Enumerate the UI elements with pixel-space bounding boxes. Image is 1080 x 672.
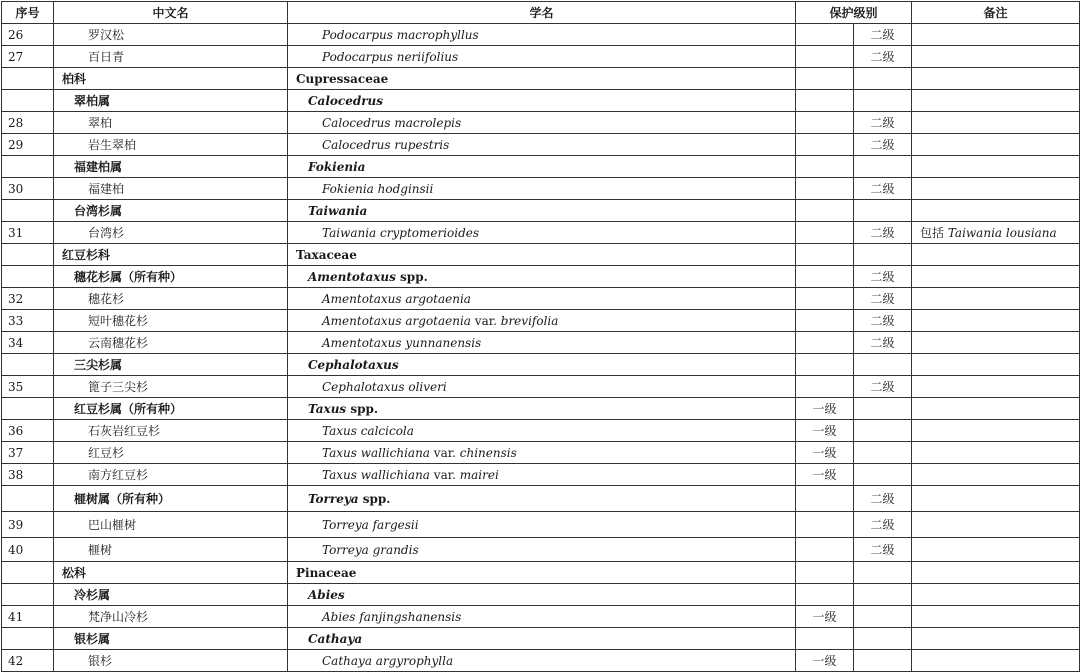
serial-number-cell: [2, 486, 54, 512]
protection-level-1-cell: [796, 512, 854, 538]
protection-level-2-cell: [854, 200, 912, 222]
remarks-cell: [912, 310, 1080, 332]
protection-level-1-cell: [796, 628, 854, 650]
header-scientific-name: 学名: [288, 2, 796, 24]
protection-level-1-cell: 一级: [796, 442, 854, 464]
serial-number-cell: [2, 200, 54, 222]
protection-level-1-cell: 一级: [796, 464, 854, 486]
text-part: Cupressaceae: [296, 71, 389, 86]
serial-number-cell: 37: [2, 442, 54, 464]
serial-number-cell: [2, 562, 54, 584]
serial-number-cell: [2, 584, 54, 606]
table-row: [2, 112, 1080, 134]
protection-level-2-cell: [854, 156, 912, 178]
remarks-cell: [912, 464, 1080, 486]
chinese-name-cell: 石灰岩红豆杉: [54, 420, 288, 442]
chinese-name-cell: 梵净山冷杉: [54, 606, 288, 628]
table-row: [2, 134, 1080, 156]
serial-number-cell: 34: [2, 332, 54, 354]
remarks-cell: [912, 200, 1080, 222]
remarks-cell: [912, 112, 1080, 134]
remarks-cell: [912, 376, 1080, 398]
remarks-cell: [912, 68, 1080, 90]
text-part: Calocedrus: [308, 93, 384, 108]
protection-level-2-cell: [854, 650, 912, 672]
chinese-name-cell: 翠柏: [54, 112, 288, 134]
scientific-name-cell: [288, 650, 796, 672]
text-part: var.: [429, 445, 460, 460]
header-serial-number: 序号: [2, 2, 54, 24]
serial-number-cell: 40: [2, 538, 54, 562]
serial-number-cell: [2, 398, 54, 420]
remarks-cell: [912, 486, 1080, 512]
table-row: [2, 442, 1080, 464]
protection-level-1-cell: [796, 222, 854, 244]
protection-level-1-cell: [796, 562, 854, 584]
text-part: Abies fanjingshanensis: [322, 609, 462, 624]
table-row: [2, 420, 1080, 442]
scientific-name-cell: [288, 46, 796, 68]
scientific-name-cell: [288, 266, 796, 288]
text-part: Abies: [308, 587, 345, 602]
text-part: Taxus: [308, 401, 347, 416]
serial-number-cell: 42: [2, 650, 54, 672]
table-row: [2, 650, 1080, 672]
protection-level-2-cell: 二级: [854, 376, 912, 398]
protection-level-2-cell: [854, 354, 912, 376]
text-part: Cathaya argyrophylla: [322, 653, 454, 668]
chinese-name-cell: 百日青: [54, 46, 288, 68]
scientific-name-cell: [288, 24, 796, 46]
family-heading-row: [2, 562, 1080, 584]
protection-level-2-cell: [854, 398, 912, 420]
text-part: Taxus wallichiana: [322, 445, 430, 460]
chinese-name-cell: 穗花杉: [54, 288, 288, 310]
text-part: Calocedrus macrolepis: [322, 115, 462, 130]
text-part: Taxus calcicola: [322, 423, 414, 438]
chinese-name-cell: 翠柏属: [54, 90, 288, 112]
genus-heading-row: [2, 90, 1080, 112]
protection-level-2-cell: [854, 606, 912, 628]
table-row: [2, 538, 1080, 562]
protection-level-1-cell: [796, 538, 854, 562]
protection-level-2-cell: 二级: [854, 310, 912, 332]
remarks-cell: [912, 178, 1080, 200]
remarks-cell: [912, 222, 1080, 244]
table-row: [2, 46, 1080, 68]
protected-species-table: [1, 1, 1080, 672]
serial-number-cell: [2, 244, 54, 266]
protection-level-1-cell: [796, 244, 854, 266]
scientific-name-cell: [288, 178, 796, 200]
genus-heading-row: [2, 628, 1080, 650]
text-part: Fokienia hodginsii: [322, 181, 434, 196]
serial-number-cell: [2, 266, 54, 288]
text-part: Amentotaxus yunnanensis: [322, 335, 482, 350]
scientific-name-cell: [288, 244, 796, 266]
remarks-cell: [912, 156, 1080, 178]
table-row: [2, 606, 1080, 628]
table-row: [2, 288, 1080, 310]
text-part: Taxaceae: [296, 247, 357, 262]
protection-level-2-cell: [854, 90, 912, 112]
remarks-cell: [912, 90, 1080, 112]
protection-level-2-cell: 二级: [854, 512, 912, 538]
remarks-cell: [912, 24, 1080, 46]
chinese-name-cell: 榧树属（所有种）: [54, 486, 288, 512]
remarks-cell: [912, 420, 1080, 442]
protection-level-2-cell: 二级: [854, 332, 912, 354]
chinese-name-cell: 松科: [54, 562, 288, 584]
table-row: [2, 310, 1080, 332]
family-heading-row: [2, 68, 1080, 90]
chinese-name-cell: 柏科: [54, 68, 288, 90]
protection-level-2-cell: [854, 562, 912, 584]
protection-level-2-cell: [854, 68, 912, 90]
remarks-cell: [912, 288, 1080, 310]
genus-heading-row: [2, 200, 1080, 222]
table-row: [2, 512, 1080, 538]
header-protection-level: 保护级别: [796, 2, 912, 24]
scientific-name-cell: [288, 628, 796, 650]
scientific-name-cell: [288, 288, 796, 310]
protection-level-1-cell: [796, 68, 854, 90]
text-part: Torreya: [308, 491, 359, 506]
protection-level-2-cell: 二级: [854, 538, 912, 562]
text-part: Fokienia: [308, 159, 366, 174]
chinese-name-cell: 榧树: [54, 538, 288, 562]
serial-number-cell: 35: [2, 376, 54, 398]
text-part: Torreya grandis: [322, 542, 419, 557]
chinese-name-cell: 台湾杉属: [54, 200, 288, 222]
text-part: Taiwania cryptomerioides: [322, 225, 480, 240]
family-heading-row: [2, 244, 1080, 266]
protection-level-2-cell: 二级: [854, 486, 912, 512]
protection-level-1-cell: [796, 200, 854, 222]
chinese-name-cell: 红豆杉: [54, 442, 288, 464]
scientific-name-cell: [288, 68, 796, 90]
protection-level-2-cell: [854, 628, 912, 650]
chinese-name-cell: 冷杉属: [54, 584, 288, 606]
text-part: spp.: [358, 491, 391, 506]
chinese-name-cell: 银杉属: [54, 628, 288, 650]
chinese-name-cell: 南方红豆杉: [54, 464, 288, 486]
scientific-name-cell: [288, 222, 796, 244]
text-part: Pinaceae: [296, 565, 357, 580]
protection-level-2-cell: 二级: [854, 112, 912, 134]
remarks-cell: [912, 46, 1080, 68]
serial-number-cell: 36: [2, 420, 54, 442]
protection-level-1-cell: [796, 112, 854, 134]
chinese-name-cell: 罗汉松: [54, 24, 288, 46]
chinese-name-cell: 红豆杉科: [54, 244, 288, 266]
text-part: Torreya fargesii: [322, 517, 419, 532]
text-part: Podocarpus macrophyllus: [322, 27, 479, 42]
text-part: Amentotaxus: [308, 269, 396, 284]
serial-number-cell: 33: [2, 310, 54, 332]
serial-number-cell: 32: [2, 288, 54, 310]
protection-level-2-cell: 二级: [854, 134, 912, 156]
protection-level-1-cell: [796, 354, 854, 376]
protection-level-1-cell: [796, 310, 854, 332]
remarks-cell: [912, 606, 1080, 628]
remarks-cell: [912, 512, 1080, 538]
scientific-name-cell: [288, 584, 796, 606]
protection-level-1-cell: 一级: [796, 650, 854, 672]
serial-number-cell: 28: [2, 112, 54, 134]
serial-number-cell: [2, 156, 54, 178]
chinese-name-cell: 三尖杉属: [54, 354, 288, 376]
scientific-name-cell: [288, 442, 796, 464]
protection-level-2-cell: [854, 464, 912, 486]
text-part: var.: [429, 467, 460, 482]
scientific-name-cell: [288, 354, 796, 376]
scientific-name-cell: [288, 310, 796, 332]
scientific-name-cell: [288, 464, 796, 486]
serial-number-cell: 31: [2, 222, 54, 244]
text-part: Cathaya: [308, 631, 363, 646]
text-part: chinensis: [459, 445, 517, 460]
text-part: Taiwania lousiana: [947, 225, 1057, 240]
text-part: Amentotaxus argotaenia: [322, 291, 471, 306]
remarks-cell: [912, 266, 1080, 288]
remarks-cell: [912, 354, 1080, 376]
scientific-name-cell: [288, 156, 796, 178]
genus-heading-row: [2, 354, 1080, 376]
protection-level-1-cell: [796, 90, 854, 112]
protection-level-1-cell: 一级: [796, 606, 854, 628]
scientific-name-cell: [288, 112, 796, 134]
protection-level-2-cell: 二级: [854, 24, 912, 46]
table-row: [2, 464, 1080, 486]
text-part: mairei: [459, 467, 499, 482]
chinese-name-cell: 台湾杉: [54, 222, 288, 244]
remarks-cell: [912, 442, 1080, 464]
serial-number-cell: 38: [2, 464, 54, 486]
scientific-name-cell: [288, 332, 796, 354]
protection-level-2-cell: [854, 420, 912, 442]
text-part: Taiwania: [308, 203, 368, 218]
scientific-name-cell: [288, 90, 796, 112]
scientific-name-cell: [288, 538, 796, 562]
remarks-cell: [912, 628, 1080, 650]
scientific-name-cell: [288, 420, 796, 442]
table-row: [2, 222, 1080, 244]
serial-number-cell: 27: [2, 46, 54, 68]
chinese-name-cell: 穗花杉属（所有种）: [54, 266, 288, 288]
text-part: Podocarpus neriifolius: [322, 49, 459, 64]
chinese-name-cell: 福建柏属: [54, 156, 288, 178]
protection-level-1-cell: [796, 376, 854, 398]
serial-number-cell: [2, 628, 54, 650]
text-part: 包括: [920, 225, 948, 240]
remarks-cell: [912, 538, 1080, 562]
protection-level-1-cell: [796, 156, 854, 178]
scientific-name-cell: [288, 486, 796, 512]
scientific-name-cell: [288, 200, 796, 222]
remarks-cell: [912, 244, 1080, 266]
protection-level-1-cell: [796, 46, 854, 68]
protection-level-2-cell: [854, 442, 912, 464]
protection-level-2-cell: 二级: [854, 288, 912, 310]
text-part: brevifolia: [500, 313, 559, 328]
text-part: spp.: [346, 401, 379, 416]
serial-number-cell: 41: [2, 606, 54, 628]
serial-number-cell: 30: [2, 178, 54, 200]
genus-heading-row: [2, 584, 1080, 606]
protection-level-1-cell: [796, 584, 854, 606]
table-header-row: [2, 2, 1080, 24]
genus-heading-row: [2, 156, 1080, 178]
header-chinese-name: 中文名: [54, 2, 288, 24]
text-part: spp.: [395, 269, 428, 284]
scientific-name-cell: [288, 512, 796, 538]
serial-number-cell: 26: [2, 24, 54, 46]
scientific-name-cell: [288, 606, 796, 628]
chinese-name-cell: 福建柏: [54, 178, 288, 200]
protection-level-1-cell: 一级: [796, 398, 854, 420]
protection-level-2-cell: 二级: [854, 222, 912, 244]
protection-level-2-cell: 二级: [854, 178, 912, 200]
chinese-name-cell: 红豆杉属（所有种）: [54, 398, 288, 420]
protection-level-2-cell: 二级: [854, 266, 912, 288]
header-remarks: 备注: [912, 2, 1080, 24]
protection-level-1-cell: [796, 134, 854, 156]
genus-heading-row: [2, 398, 1080, 420]
remarks-cell: [912, 584, 1080, 606]
protection-level-1-cell: [796, 332, 854, 354]
remarks-cell: [912, 134, 1080, 156]
text-part: var.: [470, 313, 501, 328]
chinese-name-cell: 银杉: [54, 650, 288, 672]
text-part: Cephalotaxus: [308, 357, 399, 372]
protection-level-1-cell: [796, 178, 854, 200]
protection-level-2-cell: [854, 584, 912, 606]
protection-level-1-cell: [796, 266, 854, 288]
chinese-name-cell: 岩生翠柏: [54, 134, 288, 156]
text-part: Amentotaxus argotaenia: [322, 313, 471, 328]
remarks-cell: [912, 562, 1080, 584]
serial-number-cell: [2, 354, 54, 376]
table-row: [2, 178, 1080, 200]
remarks-cell: [912, 398, 1080, 420]
serial-number-cell: 39: [2, 512, 54, 538]
protection-level-2-cell: [854, 244, 912, 266]
serial-number-cell: [2, 90, 54, 112]
text-part: Calocedrus rupestris: [322, 137, 450, 152]
serial-number-cell: 29: [2, 134, 54, 156]
scientific-name-cell: [288, 134, 796, 156]
chinese-name-cell: 篦子三尖杉: [54, 376, 288, 398]
chinese-name-cell: 巴山榧树: [54, 512, 288, 538]
scientific-name-cell: [288, 562, 796, 584]
serial-number-cell: [2, 68, 54, 90]
genus-heading-row: [2, 266, 1080, 288]
protection-level-1-cell: [796, 24, 854, 46]
protection-level-1-cell: [796, 288, 854, 310]
table-row: [2, 376, 1080, 398]
table-row: [2, 332, 1080, 354]
chinese-name-cell: 云南穗花杉: [54, 332, 288, 354]
text-part: Taxus wallichiana: [322, 467, 430, 482]
chinese-name-cell: 短叶穗花杉: [54, 310, 288, 332]
protection-level-1-cell: 一级: [796, 420, 854, 442]
scientific-name-cell: [288, 398, 796, 420]
remarks-cell: [912, 650, 1080, 672]
protection-level-2-cell: 二级: [854, 46, 912, 68]
remarks-cell: [912, 332, 1080, 354]
scientific-name-cell: [288, 376, 796, 398]
protection-level-1-cell: [796, 486, 854, 512]
genus-heading-row: [2, 486, 1080, 512]
text-part: Cephalotaxus oliveri: [322, 379, 447, 394]
table-row: [2, 24, 1080, 46]
